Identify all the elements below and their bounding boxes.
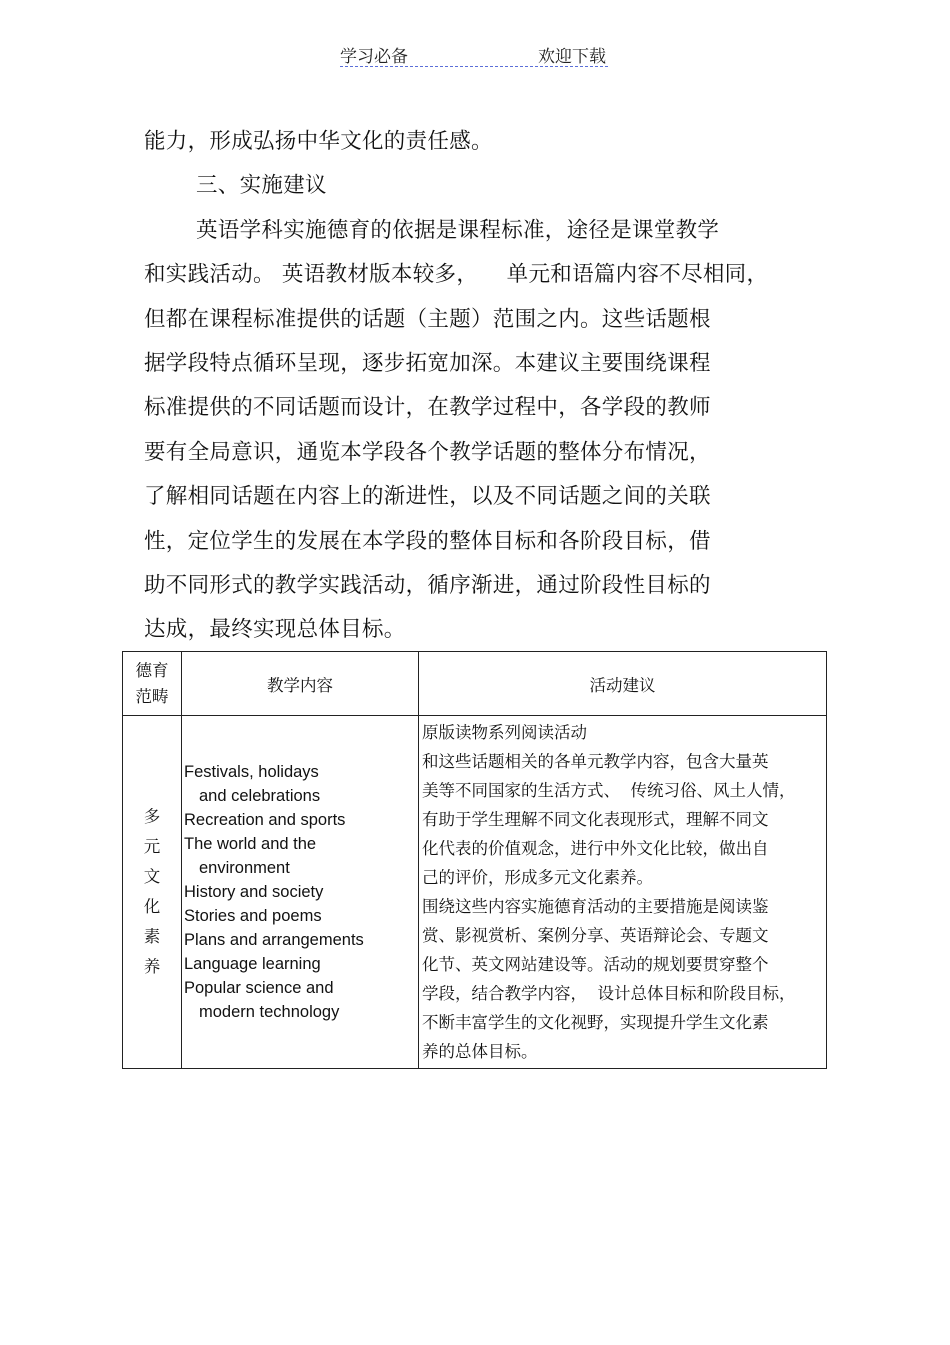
content-item-continued: environment — [199, 859, 290, 877]
table-row — [123, 716, 827, 1069]
paragraph-line: 但都在课程标准提供的话题（主题）范围之内。这些话题根 — [144, 306, 711, 332]
paragraph-line: 了解相同话题在内容上的渐进性，以及不同话题之间的关联 — [144, 484, 711, 510]
header-activity: 活动建议 — [419, 652, 827, 716]
moral-education-table — [122, 651, 827, 1069]
category-cell — [123, 716, 182, 1069]
activity-line: 化代表的价值观念，进行中外文化比较，做出自 — [422, 839, 769, 858]
content-cell — [182, 716, 419, 1069]
paragraph-line: 要有全局意识，通览本学段各个教学话题的整体分布情况， — [144, 439, 711, 465]
header-category — [123, 652, 182, 716]
activity-line: 和这些话题相关的各单元教学内容，包含大量英 — [422, 752, 769, 771]
activity-line: 原版读物系列阅读活动 — [422, 723, 587, 742]
activity-line: 养的总体目标。 — [422, 1042, 538, 1061]
body-text — [144, 120, 784, 653]
category-char: 素 — [143, 927, 161, 946]
category-char: 化 — [143, 897, 161, 916]
section-heading: 三、实施建议 — [196, 173, 327, 199]
content-item: Festivals, holidays — [184, 763, 319, 781]
content-item: The world and the — [184, 835, 317, 853]
paragraph-line: 能力，形成弘扬中华文化的责任感。 — [144, 129, 493, 154]
activity-cell — [419, 716, 827, 1069]
content-item-continued: modern technology — [199, 1003, 340, 1021]
category-char: 多 — [143, 807, 161, 826]
content-item: Popular science and — [184, 979, 334, 997]
page-header — [340, 40, 608, 67]
category-char: 养 — [143, 957, 161, 976]
header-content: 教学内容 — [182, 652, 419, 716]
activity-line: 有助于学生理解不同文化表现形式，理解不同文 — [422, 810, 769, 829]
paragraph-line: 英语学科实施德育的依据是课程标准，途径是课堂教学 — [196, 217, 720, 243]
content-item: Plans and arrangements — [184, 931, 364, 949]
activity-line: 己的评价，形成多元文化素养。 — [422, 868, 653, 887]
activity-line: 围绕这些内容实施德育活动的主要措施是阅读鉴 — [422, 897, 769, 916]
table-header-row — [123, 652, 827, 716]
category-char: 元 — [143, 837, 161, 856]
activity-line: 学段，结合教学内容， 设计总体目标和阶段目标， — [422, 984, 796, 1003]
header-left-text: 学习必备 — [340, 47, 408, 67]
content-item: History and society — [184, 883, 324, 901]
paragraph-line: 和实践活动。 英语教材版本较多， 单元和语篇内容不尽相同， — [144, 262, 769, 288]
content-item-continued: and celebrations — [199, 787, 321, 805]
header-right-text: 欢迎下载 — [538, 47, 606, 67]
paragraph-line: 性，定位学生的发展在本学段的整体目标和各阶段目标，借 — [144, 528, 711, 554]
activity-line: 不断丰富学生的文化视野，实现提升学生文化素 — [422, 1013, 769, 1032]
content-item: Stories and poems — [184, 907, 322, 925]
activity-line: 赏、影视赏析、案例分享、英语辩论会、专题文 — [422, 926, 769, 945]
content-item: Recreation and sports — [184, 811, 346, 829]
content-item: Language learning — [184, 955, 321, 973]
activity-line: 化节、英文网站建设等。活动的规划要贯穿整个 — [422, 955, 769, 974]
paragraph-line: 助不同形式的教学实践活动，循序渐进，通过阶段性目标的 — [144, 573, 711, 599]
paragraph-line: 标准提供的不同话题而设计，在教学过程中，各学段的教师 — [144, 395, 711, 421]
header-category-line2: 范畴 — [135, 686, 169, 706]
category-char: 文 — [143, 867, 161, 886]
header-category-line1: 德育 — [135, 660, 169, 680]
paragraph-line: 据学段特点循环呈现，逐步拓宽加深。本建议主要围绕课程 — [144, 351, 711, 377]
activity-line: 美等不同国家的生活方式、 传统习俗、风土人情， — [422, 781, 796, 800]
paragraph-line: 达成，最终实现总体目标。 — [144, 617, 406, 643]
